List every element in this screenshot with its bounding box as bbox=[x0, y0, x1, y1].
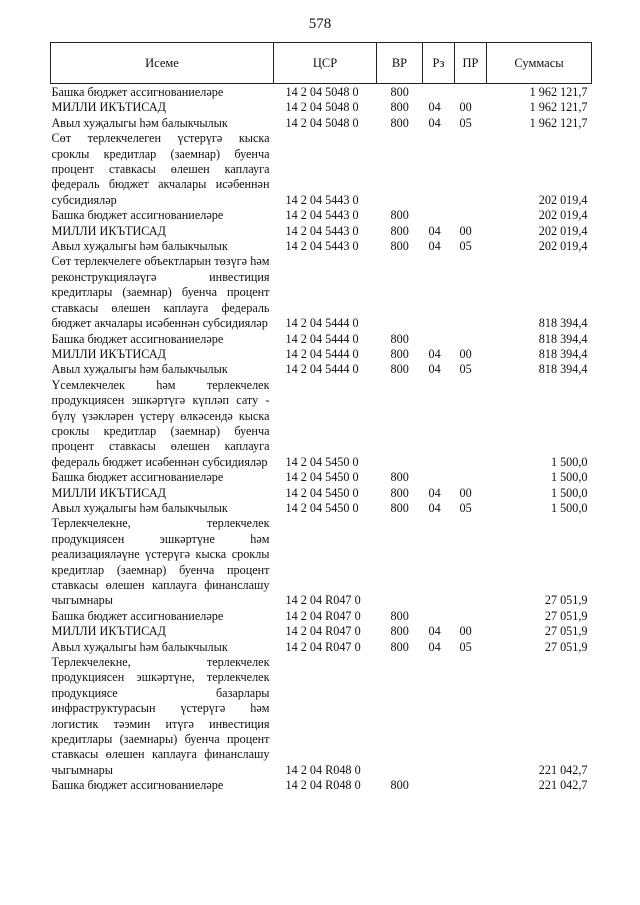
cell-vr: 800 bbox=[390, 331, 409, 346]
cell-rz: 04 bbox=[428, 362, 441, 377]
cell-vr: 800 bbox=[390, 500, 409, 515]
cell-pr bbox=[455, 254, 487, 331]
page-number: 578 bbox=[308, 16, 332, 32]
cell-sum: 818 394,4 bbox=[538, 316, 588, 331]
cell-sum: 202 019,4 bbox=[538, 239, 588, 254]
table-row bbox=[51, 116, 592, 131]
cell-csr: 14 2 04 5450 0 bbox=[285, 500, 359, 515]
cell-rz: 04 bbox=[428, 223, 441, 238]
cell-sum: 221 042,7 bbox=[538, 778, 588, 793]
table-row bbox=[51, 640, 592, 655]
table-row bbox=[51, 624, 592, 639]
table-row bbox=[51, 100, 592, 115]
cell-pr bbox=[455, 470, 487, 485]
cell-pr: 00 bbox=[459, 100, 472, 115]
table-row bbox=[51, 208, 592, 223]
cell-pr: 05 bbox=[459, 115, 472, 130]
cell-pr bbox=[455, 131, 487, 208]
cell-sum: 1 500,0 bbox=[550, 500, 588, 515]
cell-vr: 800 bbox=[390, 470, 409, 485]
cell-pr: 05 bbox=[459, 362, 472, 377]
cell-csr: 14 2 04 5444 0 bbox=[285, 362, 359, 377]
cell-rz: 04 bbox=[428, 485, 441, 500]
cell-name: Авыл хуҗалыгы һәм балыкчылык bbox=[51, 639, 228, 654]
cell-name: Башка бюджет ассигнованиеләре bbox=[51, 85, 224, 99]
cell-rz bbox=[423, 516, 455, 608]
cell-csr: 14 2 04 5450 0 bbox=[285, 470, 359, 485]
header-pr: ПР bbox=[455, 43, 487, 84]
cell-name: Башка бюджет ассигнованиеләре bbox=[51, 470, 224, 485]
cell-pr: 00 bbox=[459, 485, 472, 500]
cell-csr: 14 2 04 R047 0 bbox=[285, 608, 361, 623]
cell-pr: 05 bbox=[459, 500, 472, 515]
cell-vr: 800 bbox=[390, 239, 409, 254]
table-row bbox=[51, 378, 592, 470]
table-row bbox=[51, 254, 592, 331]
cell-vr bbox=[377, 516, 423, 608]
cell-sum: 818 394,4 bbox=[538, 362, 588, 377]
header-rz: Рз bbox=[423, 43, 455, 84]
cell-vr: 800 bbox=[390, 485, 409, 500]
cell-name: Башка бюджет ассигнованиеләре bbox=[51, 208, 224, 223]
cell-csr: 14 2 04 5443 0 bbox=[285, 239, 359, 254]
cell-pr bbox=[455, 208, 487, 223]
cell-pr: 05 bbox=[459, 239, 472, 254]
table-row bbox=[51, 332, 592, 347]
cell-sum: 1 962 121,7 bbox=[529, 115, 588, 130]
cell-vr: 800 bbox=[390, 115, 409, 130]
cell-csr: 14 2 04 5443 0 bbox=[285, 223, 359, 238]
cell-vr bbox=[377, 131, 423, 208]
cell-rz bbox=[423, 655, 455, 778]
cell-rz: 04 bbox=[428, 115, 441, 130]
cell-rz bbox=[423, 254, 455, 331]
cell-pr: 00 bbox=[459, 223, 472, 238]
cell-vr bbox=[377, 378, 423, 470]
table-row bbox=[51, 778, 592, 793]
table-row bbox=[51, 347, 592, 362]
cell-rz: 04 bbox=[428, 100, 441, 115]
cell-vr bbox=[377, 254, 423, 331]
cell-name: МИЛЛИ ИКЪТИСАД bbox=[51, 346, 166, 361]
cell-csr: 14 2 04 5443 0 bbox=[285, 208, 359, 223]
cell-rz: 04 bbox=[428, 624, 441, 639]
cell-vr: 800 bbox=[390, 362, 409, 377]
cell-pr bbox=[455, 84, 487, 101]
cell-vr: 800 bbox=[390, 100, 409, 115]
cell-pr: 00 bbox=[459, 346, 472, 361]
cell-sum: 1 500,0 bbox=[550, 470, 588, 485]
table-row bbox=[51, 655, 592, 778]
cell-sum: 818 394,4 bbox=[538, 346, 588, 361]
table-row bbox=[51, 131, 592, 208]
cell-sum: 1 962 121,7 bbox=[529, 100, 588, 115]
cell-csr: 14 2 04 R047 0 bbox=[285, 624, 361, 639]
table-row bbox=[51, 239, 592, 254]
cell-csr: 14 2 04 5444 0 bbox=[285, 316, 359, 331]
header-sum: Суммасы bbox=[487, 43, 592, 84]
cell-sum: 27 051,9 bbox=[544, 608, 588, 623]
cell-name: Терлекчелекне, терлекчелек продукциясен эшкәртүне, терлекчелек продукциясе базарлары инфраструктурасын үстерүгә һәм логистик тәэмин итүгә инвестиция кредитлары (заемнары) буенча процент ставкасы өлешен каплауга финанслашу чыгымнары bbox=[51, 655, 270, 777]
table-row bbox=[51, 516, 592, 608]
cell-sum: 27 051,9 bbox=[544, 624, 588, 639]
cell-vr: 800 bbox=[390, 223, 409, 238]
cell-pr: 00 bbox=[459, 624, 472, 639]
cell-pr bbox=[455, 655, 487, 778]
cell-csr: 14 2 04 R047 0 bbox=[285, 639, 361, 654]
cell-sum: 818 394,4 bbox=[538, 331, 588, 346]
cell-rz bbox=[423, 131, 455, 208]
table-row bbox=[51, 470, 592, 485]
cell-name: МИЛЛИ ИКЪТИСАД bbox=[51, 223, 166, 238]
cell-pr bbox=[455, 609, 487, 624]
cell-name: МИЛЛИ ИКЪТИСАД bbox=[51, 100, 166, 115]
cell-pr bbox=[455, 332, 487, 347]
cell-vr: 800 bbox=[390, 778, 409, 793]
budget-table bbox=[50, 42, 592, 794]
cell-rz: 04 bbox=[428, 639, 441, 654]
cell-vr: 800 bbox=[390, 346, 409, 361]
cell-vr: 800 bbox=[390, 639, 409, 654]
cell-csr: 14 2 04 5450 0 bbox=[285, 454, 359, 469]
cell-name: Сөт терлекчелеген үстерүгә кыска сроклы кредитлар (заемнар) буенча процент ставкасы өлешен каплауга федераль бюджет акчалары исәбеннән субсидияләр bbox=[51, 131, 270, 207]
table-row bbox=[51, 84, 592, 101]
cell-sum: 221 042,7 bbox=[538, 762, 588, 777]
cell-pr bbox=[455, 778, 487, 793]
cell-rz: 04 bbox=[428, 346, 441, 361]
cell-csr: 14 2 04 5444 0 bbox=[285, 346, 359, 361]
table-header-row bbox=[51, 43, 592, 84]
cell-sum: 1 962 121,7 bbox=[529, 85, 588, 99]
cell-rz bbox=[423, 208, 455, 223]
table-row bbox=[51, 362, 592, 377]
header-vr: ВР bbox=[377, 43, 423, 84]
cell-csr: 14 2 04 5443 0 bbox=[285, 192, 359, 207]
cell-name: Авыл хуҗалыгы һәм балыкчылык bbox=[51, 362, 228, 377]
cell-sum: 1 500,0 bbox=[550, 454, 588, 469]
cell-name: Авыл хуҗалыгы һәм балыкчылык bbox=[51, 239, 228, 254]
table-row bbox=[51, 501, 592, 516]
cell-csr: 14 2 04 5444 0 bbox=[285, 331, 359, 346]
cell-sum: 27 051,9 bbox=[544, 639, 588, 654]
cell-sum: 1 500,0 bbox=[550, 485, 588, 500]
table-row bbox=[51, 486, 592, 501]
table-row bbox=[51, 609, 592, 624]
cell-name: МИЛЛИ ИКЪТИСАД bbox=[51, 485, 166, 500]
cell-rz bbox=[423, 332, 455, 347]
cell-pr bbox=[455, 516, 487, 608]
header-name: Исеме bbox=[51, 43, 274, 84]
cell-csr: 14 2 04 R047 0 bbox=[285, 593, 361, 608]
cell-pr bbox=[455, 378, 487, 470]
cell-csr: 14 2 04 5450 0 bbox=[285, 485, 359, 500]
table-body bbox=[51, 84, 592, 794]
cell-rz: 04 bbox=[428, 500, 441, 515]
cell-name: Башка бюджет ассигнованиеләре bbox=[51, 331, 224, 346]
cell-vr: 800 bbox=[390, 608, 409, 623]
cell-csr: 14 2 04 5048 0 bbox=[285, 100, 359, 115]
table-row bbox=[51, 224, 592, 239]
cell-sum: 202 019,4 bbox=[538, 223, 588, 238]
cell-vr: 800 bbox=[390, 208, 409, 223]
cell-csr: 14 2 04 5048 0 bbox=[285, 115, 359, 130]
cell-rz: 04 bbox=[428, 239, 441, 254]
cell-vr: 800 bbox=[390, 85, 409, 99]
cell-vr bbox=[377, 655, 423, 778]
cell-csr: 14 2 04 5048 0 bbox=[285, 85, 359, 99]
cell-name: Терлекчелекне, терлекчелек продукциясен эшкәртүне һәм реализацияләүне үстерүгә кыска сроклы кредитлар (заемнар) буенча процент ставкасы өлешен каплауга финанслашу чыгымнары bbox=[51, 516, 270, 608]
cell-csr: 14 2 04 R048 0 bbox=[285, 762, 361, 777]
cell-sum: 202 019,4 bbox=[538, 192, 588, 207]
cell-rz bbox=[423, 778, 455, 793]
cell-pr: 05 bbox=[459, 639, 472, 654]
cell-name: Башка бюджет ассигнованиеләре bbox=[51, 778, 224, 793]
cell-name: Үсемлекчелек һәм терлекчелек продукциясен эшкәртүгә күпләп сату - бүлү үзәкләрен үстерү өлкәсендә кыска сроклы кредитлар (заемнар) буенча процент ставкасы өлешен каплауга федераль бюджет исәбеннән субсидияләр bbox=[51, 377, 270, 469]
cell-rz bbox=[423, 84, 455, 101]
cell-name: Авыл хуҗалыгы һәм балыкчылык bbox=[51, 500, 228, 515]
cell-csr: 14 2 04 R048 0 bbox=[285, 778, 361, 793]
cell-rz bbox=[423, 609, 455, 624]
cell-name: Сөт терлекчелеге объектларын төзүгә һәм реконструкцияләүгә инвестиция кредитлары (заемнар) буенча процент ставкасы өлешен каплауга федераль бюджет акчалары исәбеннән субсидияләр bbox=[51, 254, 270, 331]
cell-name: Авыл хуҗалыгы һәм балыкчылык bbox=[51, 115, 228, 130]
cell-name: МИЛЛИ ИКЪТИСАД bbox=[51, 624, 166, 639]
header-csr: ЦСР bbox=[274, 43, 377, 84]
cell-name: Башка бюджет ассигнованиеләре bbox=[51, 608, 224, 623]
cell-rz bbox=[423, 470, 455, 485]
cell-sum: 202 019,4 bbox=[538, 208, 588, 223]
cell-sum: 27 051,9 bbox=[544, 593, 588, 608]
cell-vr: 800 bbox=[390, 624, 409, 639]
cell-rz bbox=[423, 378, 455, 470]
